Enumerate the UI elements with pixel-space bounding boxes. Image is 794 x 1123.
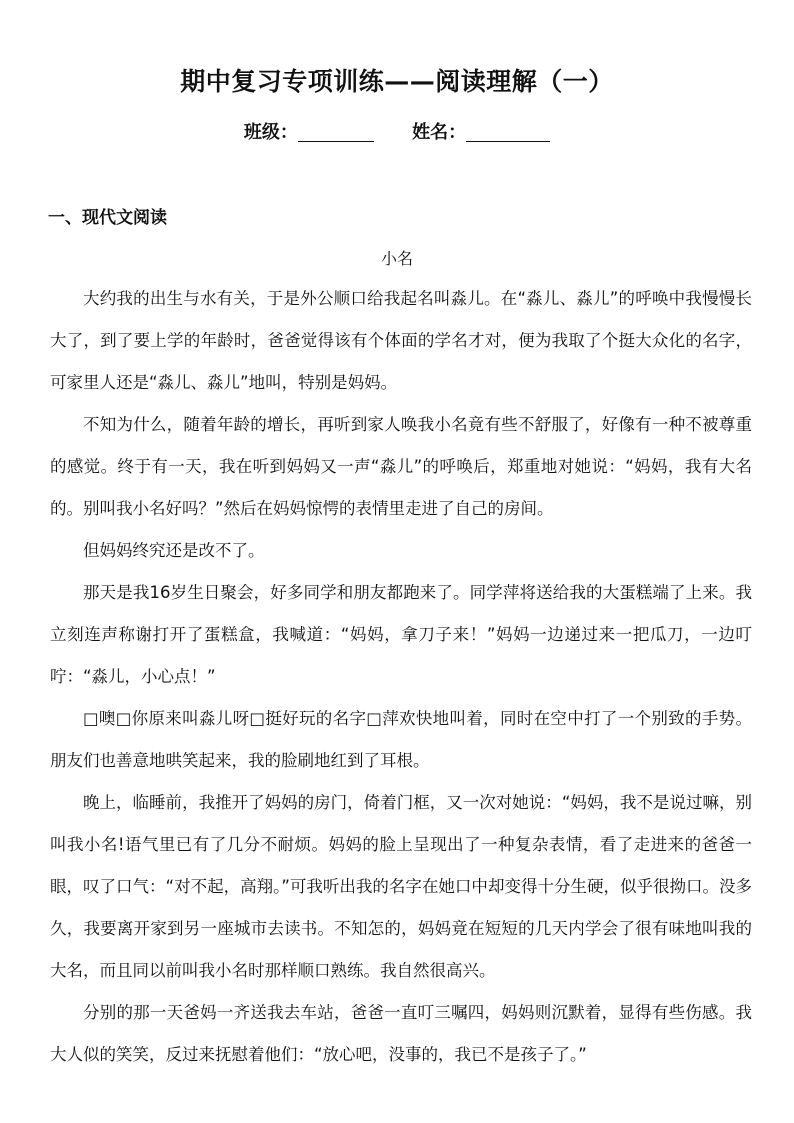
class-field	[244, 120, 374, 146]
name-label: 姓名：	[412, 122, 467, 143]
student-info-row	[0, 120, 794, 146]
name-blank-line	[466, 121, 550, 142]
article-paragraph: □噢□你原来叫淼儿呀□挺好玩的名字□萍欢快地叫着，同时在空中打了一个别致的手势。朋友们也善意地哄笑起来，我的脸刷地红到了耳根。	[50, 709, 752, 770]
section-heading: 一、现代文阅读	[48, 208, 167, 228]
article-paragraph: 但妈妈终究还是改不了。	[83, 541, 265, 560]
page-title: 期中复习专项训练——阅读理解（一）	[180, 67, 614, 96]
article-paragraph: 大约我的出生与水有关，于是外公顺口给我起名叫淼儿。在“淼儿、淼儿”的呼唤中我慢慢长大了，到了要上学的年龄时，爸爸觉得该有个体面的学名才对，便为我取了个挺大众化的名字，可家里人还是“淼儿、淼儿”地叫，特别是妈妈。	[50, 289, 752, 392]
class-label: 班级：	[243, 122, 298, 143]
name-field	[412, 120, 550, 146]
article-title: 小名	[380, 249, 413, 268]
article-paragraph: 那天是我16岁生日聚会，好多同学和朋友都跑来了。同学萍将送给我的大蛋糕端了上来。我立刻连声称谢打开了蛋糕盒，我喊道：“妈妈，拿刀子来！”妈妈一边递过来一把瓜刀，一边叮咛：“淼儿，小心点！”	[50, 583, 752, 686]
article-paragraph: 晚上，临睡前，我推开了妈妈的房门，倚着门框，又一次对她说：“妈妈，我不是说过嘛，别叫我小名!语气里已有了几分不耐烦。妈妈的脸上呈现出了一种复杂表情，看了走进来的爸爸一眼，叹了口气：“对不起，高翔。”可我听出我的名字在她口中却变得十分生硬，似乎很拗口。没多久，我要离开家到另一座城市去读书。不知怎的，妈妈竟在短短的几天内学会了很有味地叫我的大名，而且同以前叫我小名时那样顺口熟练。我自然很高兴。	[50, 793, 752, 980]
article-paragraph: 分别的那一天爸妈一齐送我去车站，爸爸一直叮三嘱四，妈妈则沉默着，显得有些伤感。我大人似的笑笑，反过来抚慰着他们：“放心吧，没事的，我已不是孩子了。”	[50, 1003, 752, 1064]
article-paragraph: 不知为什么，随着年龄的增长，再听到家人唤我小名竟有些不舒服了，好像有一种不被尊重的感觉。终于有一天，我在听到妈妈又一声“淼儿”的呼唤后，郑重地对她说：“妈妈，我有大名的。别叫我小名好吗？”然后在妈妈惊愕的表情里走进了自己的房间。	[50, 415, 752, 518]
article-body	[50, 278, 752, 1076]
class-blank-line	[298, 121, 374, 142]
